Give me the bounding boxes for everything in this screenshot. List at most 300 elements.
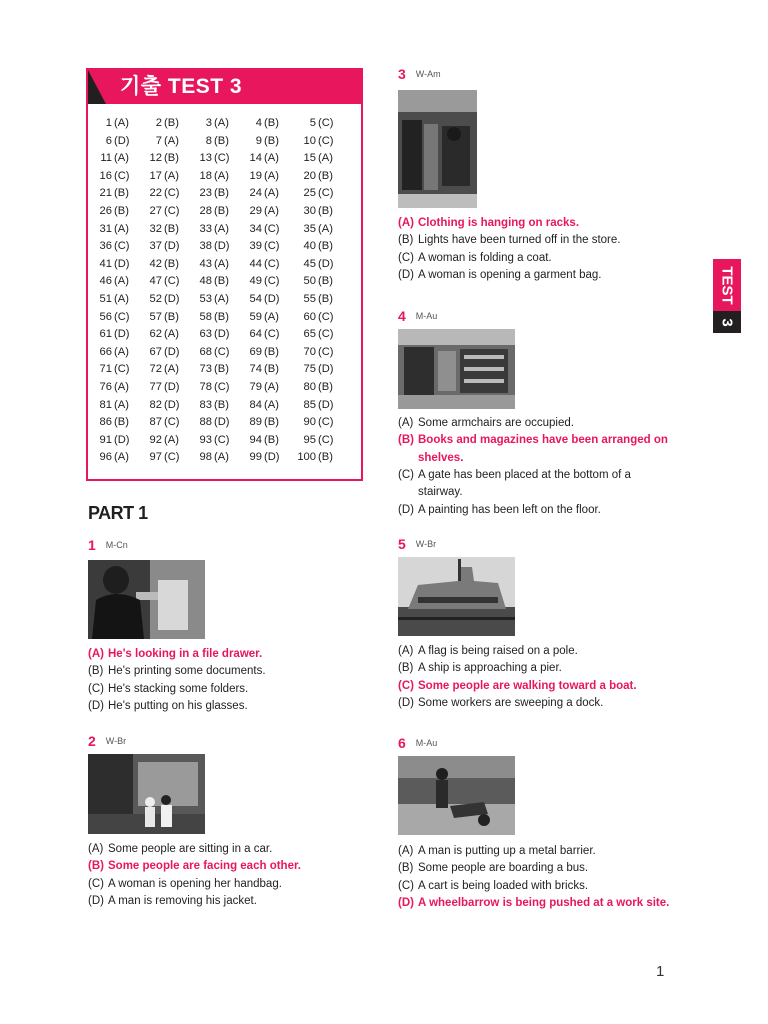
answer-key-cell [240,256,280,273]
answer-key-cell [294,291,333,308]
option-label: (C) [398,879,414,892]
question-number: 76 [99,381,112,393]
question-number: 61 [99,328,112,341]
question-number: 100 [297,451,316,464]
answer-option [88,841,272,858]
answer-key-cell [190,326,230,343]
answer-key-cell [190,449,229,466]
header-corner-decoration [88,70,106,104]
answer-choice: (B) [214,310,229,323]
question-number: 22 [149,187,162,200]
question-number: 84 [249,398,262,411]
answer-choice: (A) [318,222,333,235]
answer-choice: (A) [214,169,229,182]
answer-option [398,643,578,660]
answer-choice: (C) [264,222,280,235]
answer-choice: (A) [214,117,229,129]
answer-key-cell [140,361,179,378]
answer-key-header [88,70,361,104]
answer-option [398,843,596,860]
answer-key-row [88,432,361,450]
answer-choice: (B) [264,433,279,446]
option-label: (D) [88,699,104,712]
answer-choice: (A) [264,152,279,165]
answer-key-cell [190,256,229,273]
answer-key-cell [294,238,333,255]
question-number: 53 [199,293,212,305]
answer-key-row [88,309,361,327]
answer-key-cell [190,115,229,132]
answer-choice: (D) [164,240,180,253]
answer-option [398,215,579,232]
option-text: Some people are boarding a bus. [418,862,589,875]
answer-key-cell [140,238,180,255]
answer-option [88,698,248,715]
option-label: (A) [88,843,104,855]
answer-key-cell [140,291,180,308]
question-5-header [398,536,436,556]
question-number: 94 [249,433,262,446]
answer-choice: (C) [318,134,334,147]
question-number: 36 [99,240,112,253]
speaker-code: M-Au [415,311,438,321]
option-text: He's printing some documents. [108,665,266,678]
option-text: He's stacking some folders. [108,682,249,695]
answer-choice: (B) [164,257,179,270]
question-number: 46 [99,275,112,288]
question-number: 7 [155,134,162,147]
question-number: 98 [199,451,212,464]
answer-choice: (A) [164,363,179,376]
answer-choice: (B) [214,187,229,200]
answer-choice: (B) [264,345,279,358]
answer-choice: (C) [114,240,130,253]
answer-option [398,660,562,677]
question-1-photo [88,560,205,639]
answer-key-cell [90,432,130,449]
question-number: 8 [205,134,212,147]
option-text: Some workers are sweeping a dock. [418,696,604,709]
speaker-code: W-Am [415,69,441,79]
answer-choice: (D) [264,293,280,305]
question-number: 59 [249,310,262,323]
answer-choice: (C) [114,363,130,376]
answer-option [398,695,603,712]
answer-key-row [88,326,361,344]
answer-choice: (D) [318,257,334,270]
answer-key-cell [294,309,334,326]
answer-choice: (B) [318,293,333,305]
question-number: 50 [303,275,316,288]
question-number: 32 [149,222,162,235]
answer-key-row [88,150,361,168]
answer-key-box [86,68,363,481]
option-label: (B) [398,434,414,447]
answer-choice: (C) [264,240,280,253]
answer-choice: (A) [114,293,129,305]
answer-key-cell [240,397,279,414]
question-number: 65 [303,328,316,341]
question-6-photo [398,756,515,835]
answer-key-row [88,291,361,309]
answer-choice: (B) [318,381,333,393]
question-number: 28 [199,205,212,217]
answer-choice: (A) [264,187,279,200]
question-number: 1 [88,537,96,553]
question-number: 40 [303,240,316,253]
option-label: (D) [398,696,414,709]
answer-key-cell [140,150,179,167]
answer-choice: (A) [214,257,229,270]
answer-key-cell [190,185,229,202]
part-title: PART 1 [88,503,148,523]
answer-key-cell [90,168,130,185]
answer-choice: (C) [214,152,230,165]
option-text: A man is putting up a metal barrier. [418,845,596,857]
answer-choice: (A) [264,169,279,182]
answer-choice: (C) [318,117,334,129]
answer-choice: (D) [114,134,130,147]
answer-key-cell [190,291,229,308]
answer-choice: (B) [164,310,179,323]
option-text: He's looking in a file drawer. [108,648,263,660]
question-5-photo [398,557,515,636]
question-number: 29 [249,205,262,217]
option-label: (A) [398,417,414,429]
question-number: 19 [249,169,262,182]
answer-option [398,467,631,484]
answer-key-cell [294,344,334,361]
option-label: (A) [88,648,104,660]
answer-key-cell [90,238,130,255]
option-text: He's putting on his glasses. [108,699,248,712]
answer-choice: (A) [114,345,129,358]
option-text-continued: shelves. [418,451,464,464]
answer-choice: (C) [164,451,180,464]
answer-choice: (A) [114,398,129,411]
question-number: 15 [303,152,316,165]
question-number: 67 [149,345,162,358]
question-number: 49 [249,275,262,288]
answer-key-cell [140,168,179,185]
question-number: 35 [303,222,316,235]
answer-key-cell [240,273,280,290]
answer-choice: (A) [214,293,229,305]
question-number: 92 [149,433,162,446]
answer-key-cell [140,397,180,414]
answer-key-cell [240,432,279,449]
question-number: 10 [303,134,316,147]
answer-key-cell [190,309,229,326]
question-number: 43 [199,257,212,270]
answer-key-cell [240,203,279,220]
option-label: (C) [88,682,104,695]
answer-choice: (C) [214,381,230,393]
question-number: 63 [199,328,212,341]
answer-key-cell [90,379,129,396]
option-text: A woman is opening her handbag. [108,877,282,890]
answer-option [398,678,637,695]
question-number: 58 [199,310,212,323]
answer-choice: (A) [164,134,179,147]
answer-key-cell [140,344,180,361]
answer-choice: (C) [264,257,280,270]
answer-key-cell [90,150,129,167]
side-tab-label-wrap [713,259,741,311]
answer-option [398,895,669,912]
answer-key-cell [240,168,279,185]
answer-choice: (B) [214,363,229,376]
answer-choice: (D) [214,240,230,253]
answer-option [88,876,282,893]
answer-choice: (A) [164,328,179,341]
question-number: 24 [249,187,262,200]
question-number: 97 [149,451,162,464]
answer-key-cell [190,238,230,255]
answer-key-row [88,168,361,186]
question-3-photo [398,90,477,208]
question-number: 86 [99,416,112,429]
answer-key-row [88,115,361,133]
question-number: 73 [199,363,212,376]
answer-key-cell [240,238,280,255]
question-number: 33 [199,222,212,235]
option-label: (A) [398,845,414,857]
answer-choice: (A) [164,169,179,182]
option-label: (B) [88,860,104,873]
answer-option [88,663,266,680]
answer-key-cell [294,397,334,414]
answer-choice: (B) [264,134,279,147]
option-label: (D) [398,268,414,281]
answer-choice: (B) [318,205,333,217]
answer-choice: (A) [214,222,229,235]
answer-key-cell [190,361,229,378]
answer-key-row [88,256,361,274]
answer-choice: (C) [264,275,280,288]
answer-key-cell [140,432,179,449]
answer-choice: (C) [318,416,334,429]
answer-choice: (A) [264,398,279,411]
answer-choice: (B) [214,134,229,147]
answer-choice: (C) [318,345,334,358]
answer-choice: (B) [264,117,279,129]
answer-choice: (D) [318,398,334,411]
question-number: 42 [149,257,162,270]
answer-choice: (A) [264,310,279,323]
answer-choice: (B) [318,451,333,464]
answer-key-row [88,414,361,432]
question-number: 99 [249,451,262,464]
answer-key-cell [90,397,129,414]
answer-key-cell [294,221,333,238]
answer-option [398,502,601,519]
question-number: 52 [149,293,162,305]
answer-key-cell [190,133,229,150]
answer-option [398,415,574,432]
answer-option [398,878,588,895]
question-number: 77 [149,381,162,393]
option-text: A woman is opening a garment bag. [418,268,602,281]
question-number: 31 [99,222,112,235]
question-number: 70 [303,345,316,358]
answer-key-cell [240,414,279,431]
option-label: (C) [88,877,104,890]
answer-key-cell [140,256,179,273]
answer-choice: (B) [264,363,279,376]
answer-key-cell [294,256,334,273]
question-number: 5 [398,536,406,552]
answer-choice: (D) [164,381,180,393]
answer-key-cell [240,309,279,326]
answer-key-row [88,238,361,256]
question-number: 23 [199,187,212,200]
answer-key-cell [90,344,129,361]
answer-choice: (A) [264,205,279,217]
question-number: 11 [100,152,112,165]
question-4-header [398,308,437,328]
answer-key-row [88,361,361,379]
question-number: 34 [249,222,262,235]
option-text: A wheelbarrow is being pushed at a work site. [418,896,670,909]
question-number: 12 [149,152,162,165]
option-text: Books and magazines have been arranged on [418,434,668,447]
answer-choice: (C) [318,187,334,200]
question-number: 54 [249,293,262,305]
option-text: A man is removing his jacket. [108,894,257,907]
answer-choice: (A) [114,152,129,165]
answer-key-cell [294,273,333,290]
answer-choice: (C) [164,205,180,217]
answer-choice: (D) [164,345,180,358]
question-number: 20 [303,169,316,182]
answer-choice: (B) [214,398,229,411]
option-label: (D) [88,894,104,907]
answer-key-cell [240,361,279,378]
question-number: 95 [303,433,316,446]
answer-key-cell [294,449,333,466]
option-text: A cart is being loaded with bricks. [418,879,589,892]
answer-key-cell [190,432,230,449]
question-number: 66 [99,345,112,358]
question-2-photo [88,754,205,834]
answer-choice: (D) [214,328,230,341]
answer-key-cell [140,115,179,132]
question-number: 71 [99,363,112,376]
option-text: A woman is folding a coat. [418,251,552,264]
answer-choice: (C) [214,433,230,446]
question-number: 14 [249,152,262,165]
question-number: 90 [303,416,316,429]
question-number: 64 [249,328,262,341]
answer-key-title: 기출 TEST 3 [120,75,243,98]
question-number: 85 [303,398,316,411]
question-number: 4 [398,308,406,324]
question-number: 38 [199,240,212,253]
answer-choice: (B) [164,117,179,129]
answer-choice: (B) [114,205,129,217]
question-number: 41 [99,257,112,270]
side-tab-number: 3 [718,317,736,327]
answer-choice: (A) [114,451,129,464]
answer-choice: (A) [114,117,129,129]
question-number: 74 [249,363,262,376]
answer-choice: (C) [164,187,180,200]
question-1-header [88,537,128,557]
side-tab-number-wrap [713,311,741,333]
answer-choice: (A) [214,451,229,464]
page-number: 1 [656,963,665,980]
question-number: 75 [303,363,316,376]
answer-key-cell [90,115,129,132]
answer-key-cell [190,397,229,414]
option-text: A gate has been placed at the bottom of a [418,468,631,481]
answer-key-cell [90,326,130,343]
answer-option [88,646,262,663]
answer-choice: (D) [164,398,180,411]
answer-key-cell [90,449,129,466]
question-number: 39 [249,240,262,253]
answer-key-cell [90,221,129,238]
answer-choice: (C) [318,433,334,446]
question-number: 6 [398,735,406,751]
answer-key-cell [294,326,334,343]
answer-key-cell [190,379,230,396]
question-number: 72 [149,363,162,376]
question-number: 62 [149,328,162,341]
question-number: 91 [99,433,112,446]
option-text: A ship is approaching a pier. [418,662,562,675]
answer-key-cell [90,133,130,150]
option-label: (B) [88,665,104,678]
question-number: 25 [303,187,316,200]
answer-key-row [88,185,361,203]
question-number: 87 [149,416,162,429]
answer-key-cell [190,150,230,167]
option-label: (C) [398,251,414,264]
answer-key-cell [294,185,334,202]
question-number: 82 [149,398,162,411]
question-number: 57 [149,310,162,323]
answer-key-cell [190,221,229,238]
speaker-code: M-Cn [105,540,128,550]
answer-key-cell [190,203,229,220]
answer-key-cell [294,133,334,150]
answer-option [398,432,668,449]
answer-choice: (C) [318,310,334,323]
answer-key-cell [90,203,129,220]
question-number: 47 [149,275,162,288]
answer-key-cell [190,414,230,431]
question-number: 13 [199,152,212,165]
answer-key-cell [140,414,180,431]
question-number: 21 [99,187,112,200]
answer-choice: (C) [114,310,130,323]
answer-choice: (C) [114,169,130,182]
question-number: 44 [249,257,262,270]
answer-choice: (D) [114,433,130,446]
answer-choice: (C) [318,328,334,341]
answer-key-row [88,203,361,221]
answer-option [88,681,248,698]
answer-key-row [88,133,361,151]
speaker-code: W-Br [105,736,127,746]
question-4-photo [398,329,515,409]
question-2-header [88,733,126,753]
answer-choice: (A) [264,381,279,393]
option-text: Clothing is hanging on racks. [418,217,580,229]
question-number: 18 [199,169,212,182]
